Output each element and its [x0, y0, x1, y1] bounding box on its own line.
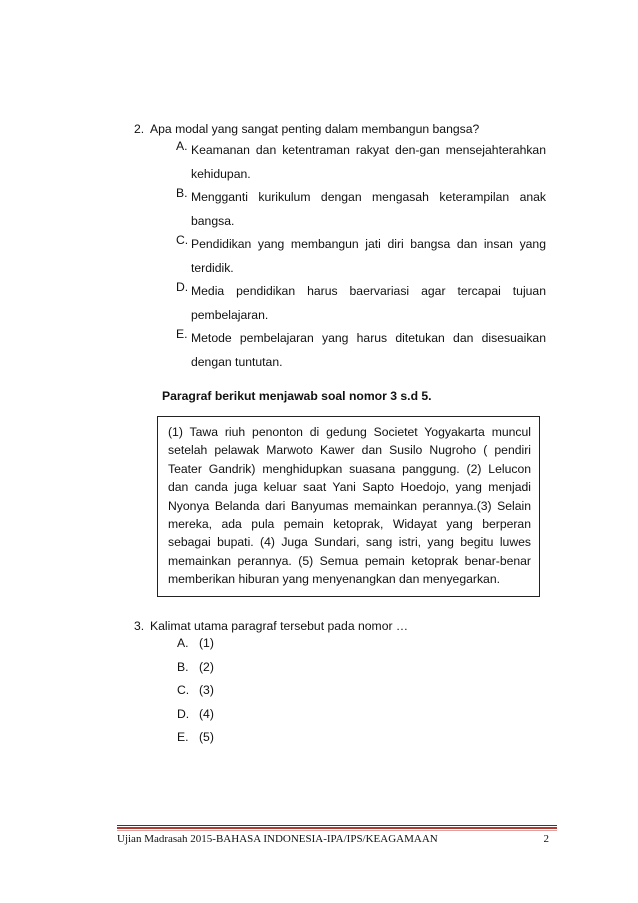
option-d: [176, 280, 546, 327]
option-letter: D.: [177, 706, 190, 721]
option-e: [177, 726, 214, 750]
passage-box: [157, 416, 540, 597]
footer-rule-line: [117, 827, 557, 829]
option-d: [177, 703, 214, 727]
option-letter: D.: [176, 280, 189, 294]
question-number: 2.: [134, 122, 145, 136]
footer-rule: [117, 825, 557, 832]
option-text: Metode pembelajaran yang harus ditetukan dan disesuaikan dengan tuntutan.: [191, 331, 546, 369]
question-text: Kalimat utama paragraf tersebut pada nomor …: [150, 619, 409, 633]
footer-title: Ujian Madrasah 2015-BAHASA INDONESIA-IPA/IPS/KEAGAMAAN: [117, 833, 438, 845]
option-a: [177, 632, 214, 656]
question-number: 3.: [134, 619, 145, 633]
page-footer: [117, 833, 549, 845]
option-b: [177, 656, 214, 680]
passage-text: (1) Tawa riuh penonton di gedung Societet Yogyakarta muncul setelah pelawak Marwoto Kawer dan Susilo Nugroho ( pendiri Teater Gandrik) menghidupkan suasana panggung. (2) Lelucon dan canda juga keluar saat Yani Sapto Hoedojo, yang menjadi Nyonya Belanda dari Banyumas memainkan perannya.(3) Selain mereka, ada pula pemain ketoprak, Widayat yang berperan sebagai bupati. (4) Juga Sundari, sang istri, yang begitu luwes memainkan perannya. (5) Semua pemain ketoprak benar-benar memberikan hiburan yang menyenangkan dan menyegarkan.: [168, 425, 531, 587]
option-c: [176, 233, 546, 280]
option-text: (2): [199, 659, 214, 674]
question-text: Apa modal yang sangat penting dalam membangun bangsa?: [150, 122, 480, 136]
option-letter: C.: [177, 683, 190, 697]
option-text: (3): [199, 683, 214, 697]
option-letter: E.: [176, 327, 188, 341]
option-c: [177, 679, 214, 703]
option-b: [176, 186, 546, 233]
page-number: 2: [543, 833, 549, 845]
option-letter: C.: [176, 233, 189, 247]
option-a: [176, 139, 546, 186]
option-e: [176, 327, 546, 374]
footer-rule-line: [117, 825, 557, 826]
option-text: (4): [199, 706, 214, 721]
question-3-options: [177, 632, 214, 750]
footer-rule-line: [117, 830, 557, 831]
passage-heading: Paragraf berikut menjawab soal nomor 3 s.d 5.: [162, 389, 432, 403]
option-text: (5): [199, 730, 214, 744]
option-letter: A.: [177, 636, 189, 650]
option-letter: A.: [176, 139, 188, 153]
option-letter: B.: [177, 659, 189, 674]
question-2-options: [176, 139, 546, 374]
option-text: Mengganti kurikulum dengan mengasah keterampilan anak bangsa.: [191, 190, 546, 228]
option-text: Pendidikan yang membangun jati diri bangsa dan insan yang terdidik.: [191, 237, 546, 275]
option-text: (1): [199, 636, 214, 650]
option-text: Media pendidikan harus baervariasi agar tercapai tujuan pembelajaran.: [191, 284, 546, 322]
option-text: Keamanan dan ketentraman rakyat den-gan mensejahterahkan kehidupan.: [191, 143, 546, 181]
option-letter: B.: [176, 186, 188, 200]
option-letter: E.: [177, 730, 189, 744]
